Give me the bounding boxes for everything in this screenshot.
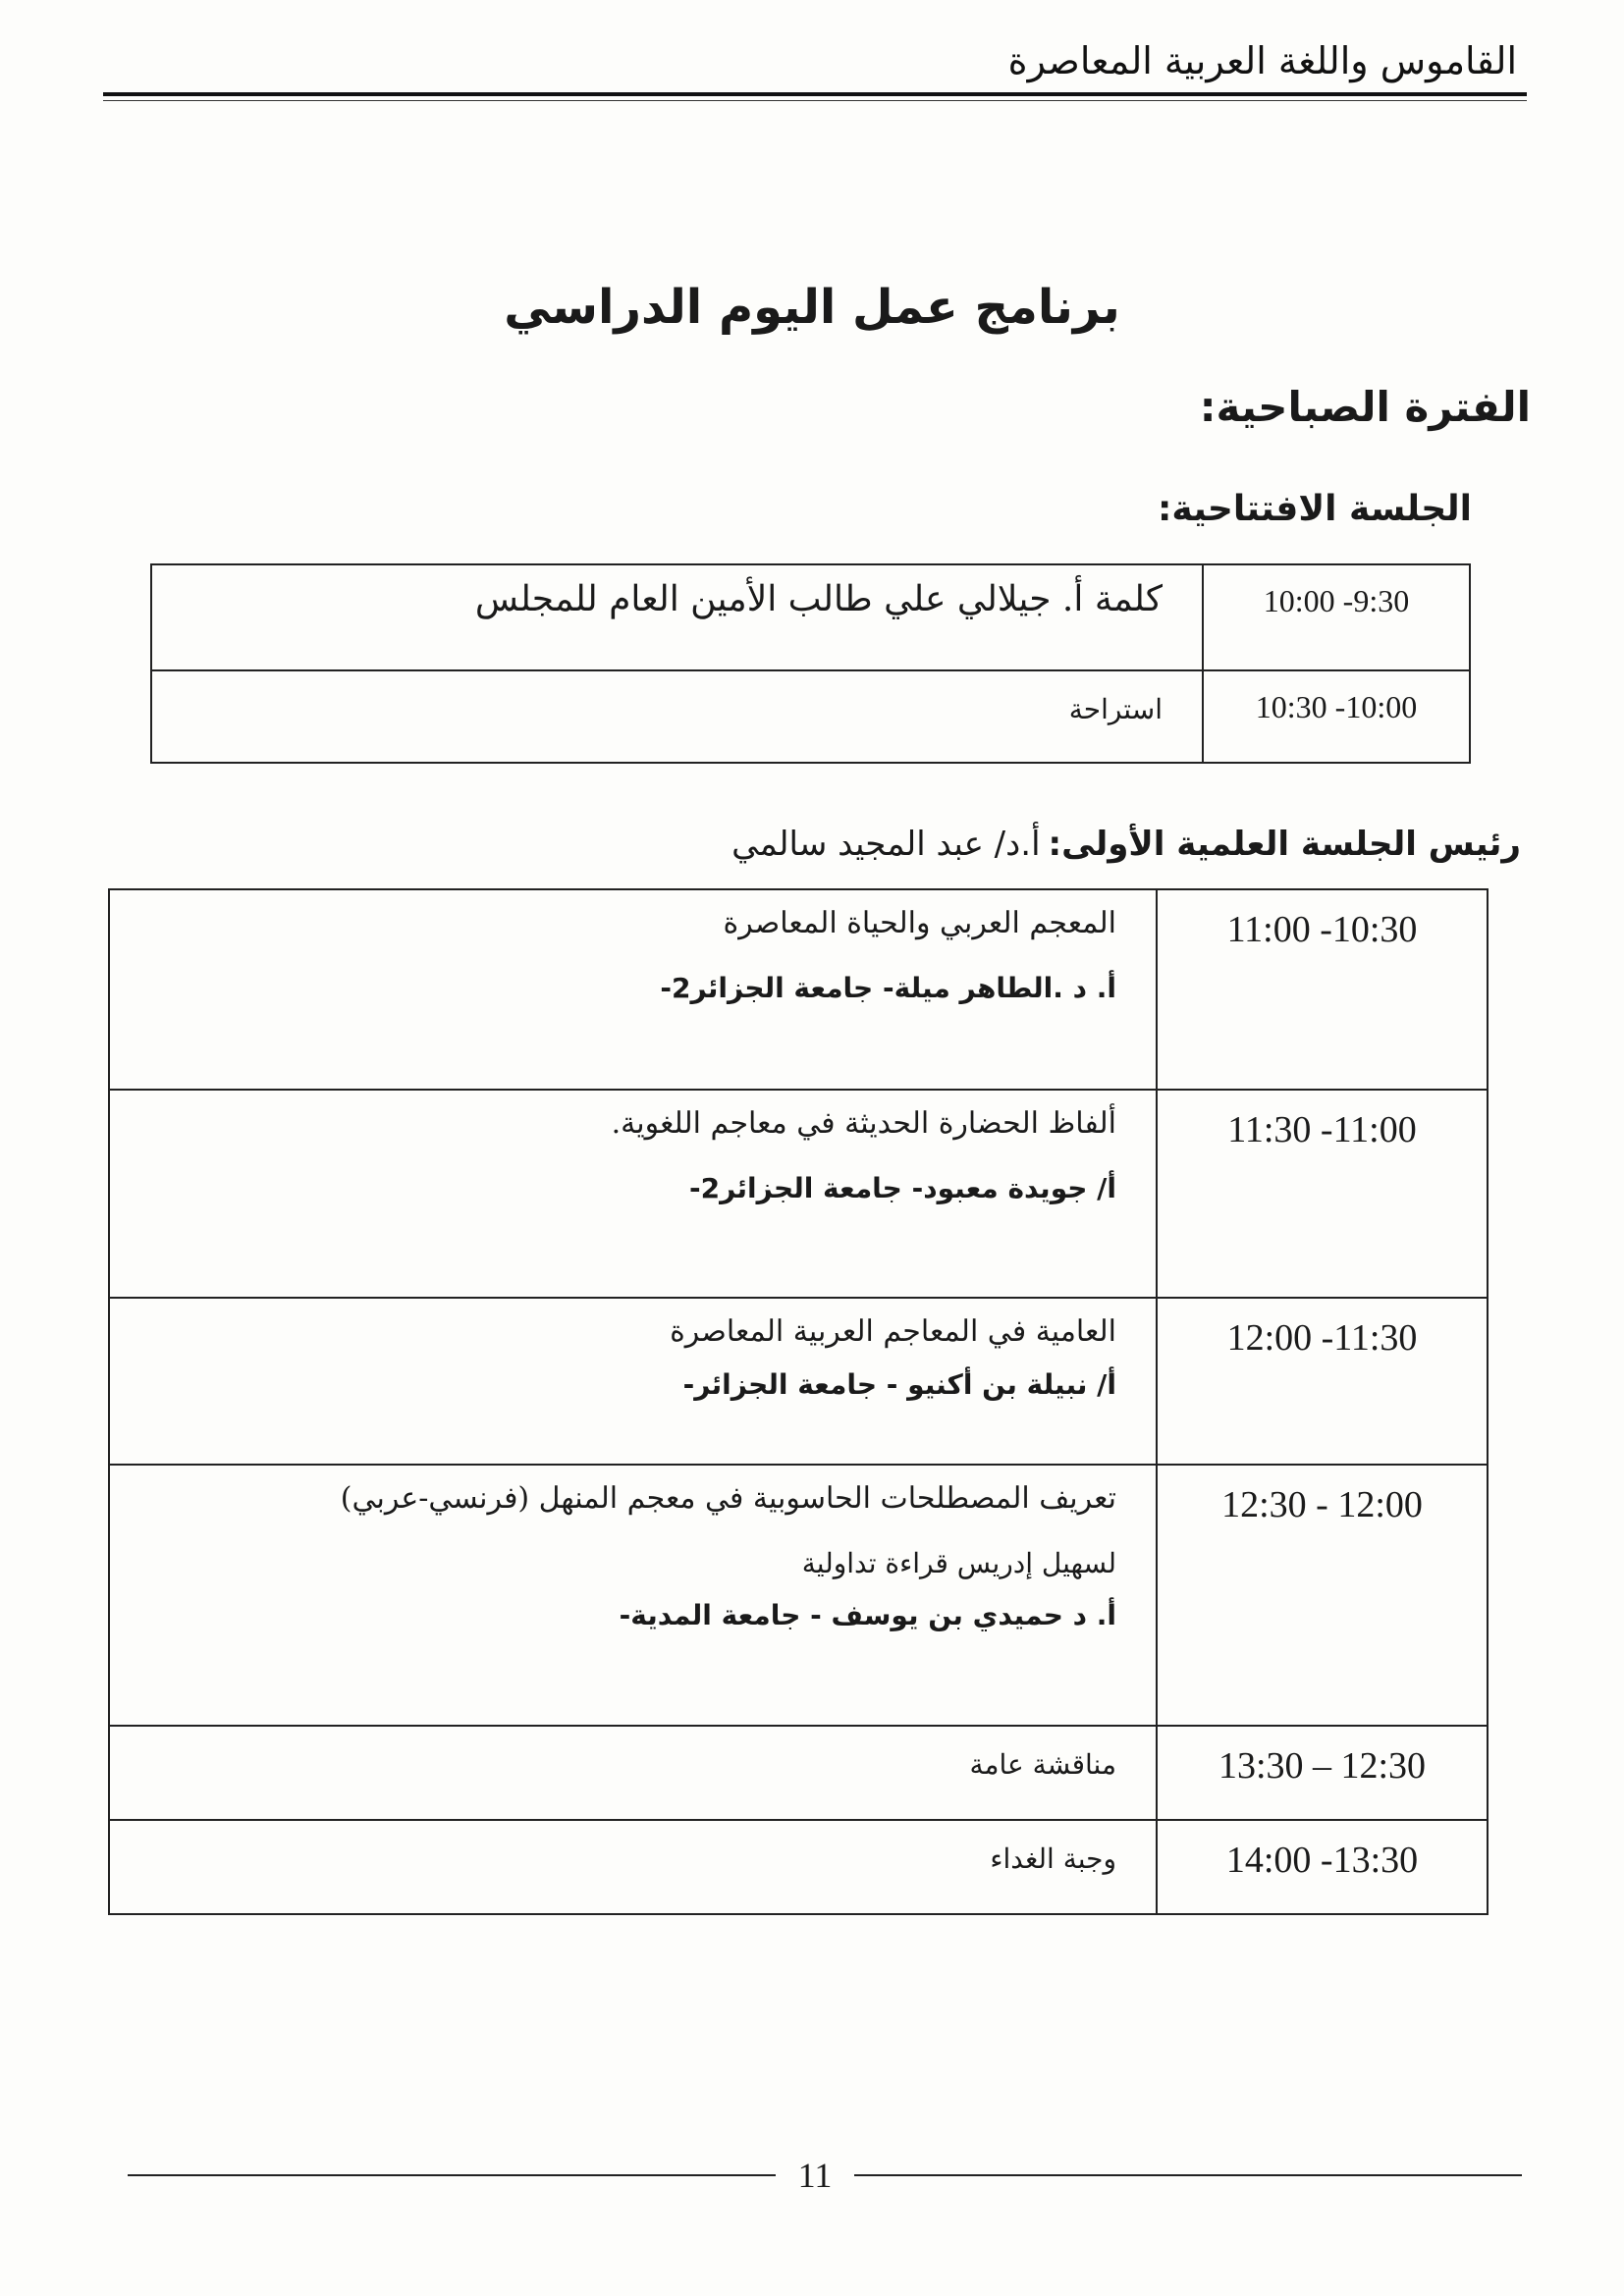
- footer-rule: [854, 2174, 1522, 2176]
- talk-title: ألفاظ الحضارة الحديثة في معاجم اللغوية.: [611, 1106, 1116, 1141]
- time-cell: 14:00 -13:30: [1157, 1820, 1488, 1914]
- time-cell: 10:00 -9:30: [1203, 564, 1470, 670]
- talk-entry: [109, 889, 1157, 1090]
- program-item-text: مناقشة عامة: [969, 1748, 1116, 1781]
- talk-subtitle: لسهيل إدريس قراءة تداولية: [801, 1547, 1116, 1579]
- program-item: [109, 1820, 1157, 1914]
- talk-title: العامية في المعاجم العربية المعاصرة: [670, 1314, 1116, 1349]
- footer-rule: [128, 2174, 776, 2176]
- talk-speaker: أ. د .الطاهر ميلة- جامعة الجزائر2-: [660, 972, 1116, 1004]
- program-item: [109, 1726, 1157, 1820]
- talk-entry: [109, 1465, 1157, 1726]
- time-cell: 13:30 – 12:30: [1157, 1726, 1488, 1820]
- program-item: [151, 670, 1203, 763]
- program-item-text: استراحة: [1068, 693, 1163, 725]
- talk-speaker: أ. د حميدي بن يوسف - جامعة المدية-: [619, 1599, 1116, 1631]
- page-footer: [128, 2155, 1522, 2194]
- running-header-title: القاموس واللغة العربية المعاصرة: [1007, 39, 1517, 82]
- session-chair-heading: [731, 825, 1521, 864]
- talk-entry: [109, 1298, 1157, 1465]
- table-row: [151, 564, 1470, 670]
- header-rule: [103, 92, 1527, 96]
- time-cell: 12:00 -11:30: [1157, 1298, 1488, 1465]
- page-number: 11: [797, 2156, 833, 2195]
- table-row: [109, 1298, 1488, 1465]
- header-rule-thin: [103, 100, 1527, 101]
- program-item: [151, 564, 1203, 670]
- talk-title: تعريف المصطلحات الحاسوبية في معجم المنهل (فرنسي-عربي): [340, 1481, 1116, 1516]
- talk-speaker: أ/ جويدة معبود- جامعة الجزائر2-: [688, 1172, 1116, 1204]
- talk-entry: [109, 1090, 1157, 1298]
- opening-session-table: [150, 563, 1471, 764]
- table-row: [151, 670, 1470, 763]
- program-item-text: كلمة أ. جيلالي علي طالب الأمين العام للمجلس: [474, 579, 1163, 619]
- table-row: [109, 889, 1488, 1090]
- session-chair-name: أ.د/ عبد المجيد سالمي: [731, 825, 1041, 864]
- session-chair-label: رئيس الجلسة العلمية الأولى:: [1048, 825, 1521, 864]
- page-title: برنامج عمل اليوم الدراسي: [504, 280, 1120, 335]
- first-session-table: [108, 888, 1489, 1915]
- morning-period-heading: الفترة الصباحية:: [1199, 383, 1531, 431]
- running-header: [93, 39, 1527, 98]
- talk-speaker: أ/ نبيلة بن أكنيو - جامعة الجزائر-: [682, 1368, 1116, 1401]
- opening-session-heading: الجلسة الافتتاحية:: [1158, 489, 1472, 529]
- table-row: [109, 1820, 1488, 1914]
- table-row: [109, 1090, 1488, 1298]
- time-cell: 11:00 -10:30: [1157, 889, 1488, 1090]
- table-row: [109, 1726, 1488, 1820]
- table-row: [109, 1465, 1488, 1726]
- time-cell: 12:30 - 12:00: [1157, 1465, 1488, 1726]
- time-cell: 11:30 -11:00: [1157, 1090, 1488, 1298]
- program-item-text: وجبة الغداء: [990, 1842, 1116, 1875]
- time-cell: 10:30 -10:00: [1203, 670, 1470, 763]
- talk-title: المعجم العربي والحياة المعاصرة: [723, 906, 1116, 940]
